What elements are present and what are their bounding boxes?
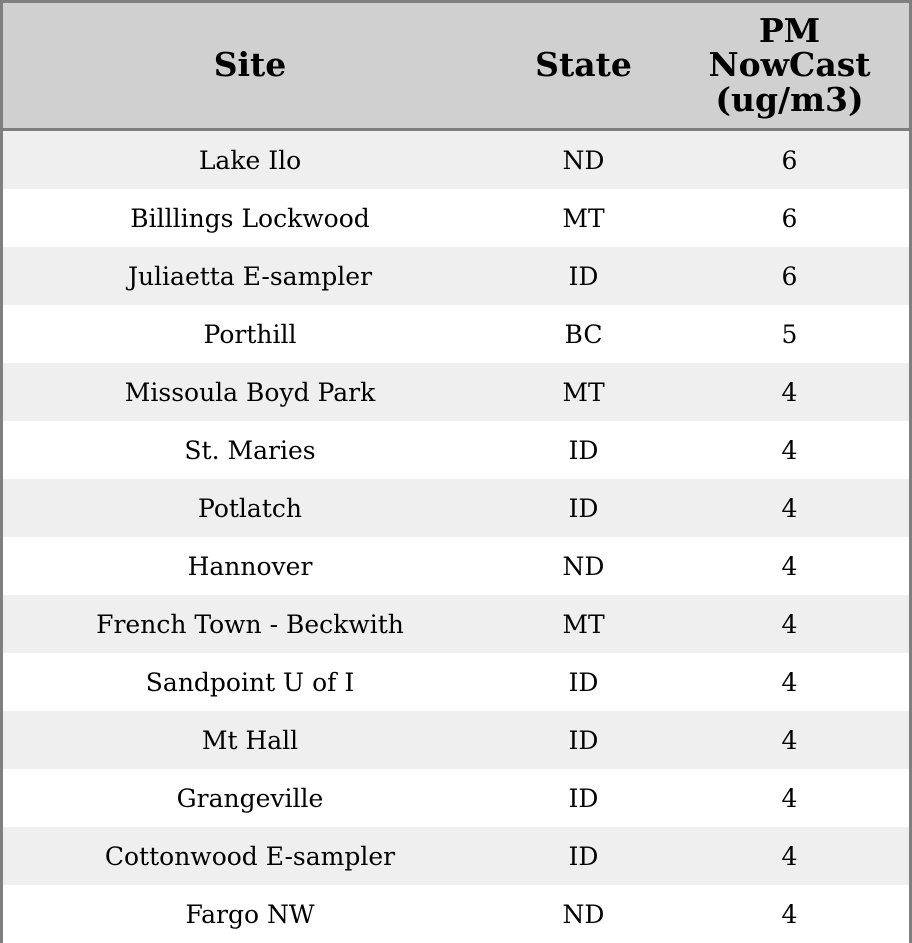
state-cell: ID	[497, 827, 670, 885]
pm-cell: 6	[670, 189, 909, 247]
site-cell: Sandpoint U of I	[3, 653, 497, 711]
table-row	[3, 653, 909, 711]
site-cell: Grangeville	[3, 769, 497, 827]
state-cell: BC	[497, 305, 670, 363]
state-cell: ND	[497, 537, 670, 595]
site-cell: Fargo NW	[3, 885, 497, 943]
pm-cell: 6	[670, 247, 909, 305]
state-cell: MT	[497, 189, 670, 247]
table-row	[3, 827, 909, 885]
header-row	[3, 3, 909, 130]
pm-cell: 5	[670, 305, 909, 363]
site-cell: Juliaetta E-sampler	[3, 247, 497, 305]
table-row	[3, 479, 909, 537]
table-row	[3, 711, 909, 769]
state-cell: ND	[497, 885, 670, 943]
table-row	[3, 247, 909, 305]
state-cell: ND	[497, 130, 670, 190]
pm-cell: 4	[670, 537, 909, 595]
table-row	[3, 363, 909, 421]
table-row	[3, 595, 909, 653]
pm-header-line-2: NowCast	[708, 45, 871, 85]
site-cell: Missoula Boyd Park	[3, 363, 497, 421]
table-row	[3, 769, 909, 827]
site-cell: Lake Ilo	[3, 130, 497, 190]
pm-cell: 4	[670, 479, 909, 537]
pm-cell: 4	[670, 421, 909, 479]
state-cell: ID	[497, 711, 670, 769]
site-cell: Cottonwood E-sampler	[3, 827, 497, 885]
site-cell: French Town - Beckwith	[3, 595, 497, 653]
pm-header-line-3: (ug/m3)	[715, 79, 864, 119]
pm-cell: 4	[670, 363, 909, 421]
site-cell: Mt Hall	[3, 711, 497, 769]
air-quality-table	[3, 3, 909, 943]
column-header-pm-nowcast	[670, 3, 909, 130]
table-row	[3, 189, 909, 247]
state-cell: MT	[497, 363, 670, 421]
table-body	[3, 130, 909, 943]
site-cell: Potlatch	[3, 479, 497, 537]
pm-cell: 4	[670, 769, 909, 827]
pm-cell: 6	[670, 130, 909, 190]
column-header-state: State	[497, 3, 670, 130]
state-cell: ID	[497, 769, 670, 827]
state-cell: ID	[497, 653, 670, 711]
table-row	[3, 421, 909, 479]
state-cell: ID	[497, 421, 670, 479]
pm-cell: 4	[670, 595, 909, 653]
site-cell: Billlings Lockwood	[3, 189, 497, 247]
pm-header-line-1: PM	[758, 10, 821, 50]
state-cell: MT	[497, 595, 670, 653]
table-row	[3, 537, 909, 595]
site-cell: Porthill	[3, 305, 497, 363]
pm-cell: 4	[670, 885, 909, 943]
site-cell: St. Maries	[3, 421, 497, 479]
pm-cell: 4	[670, 827, 909, 885]
site-cell: Hannover	[3, 537, 497, 595]
table-row	[3, 130, 909, 190]
state-cell: ID	[497, 479, 670, 537]
pm-cell: 4	[670, 711, 909, 769]
table-header	[3, 3, 909, 130]
table-row	[3, 305, 909, 363]
table-row	[3, 885, 909, 943]
pm-cell: 4	[670, 653, 909, 711]
column-header-site: Site	[3, 3, 497, 130]
state-cell: ID	[497, 247, 670, 305]
